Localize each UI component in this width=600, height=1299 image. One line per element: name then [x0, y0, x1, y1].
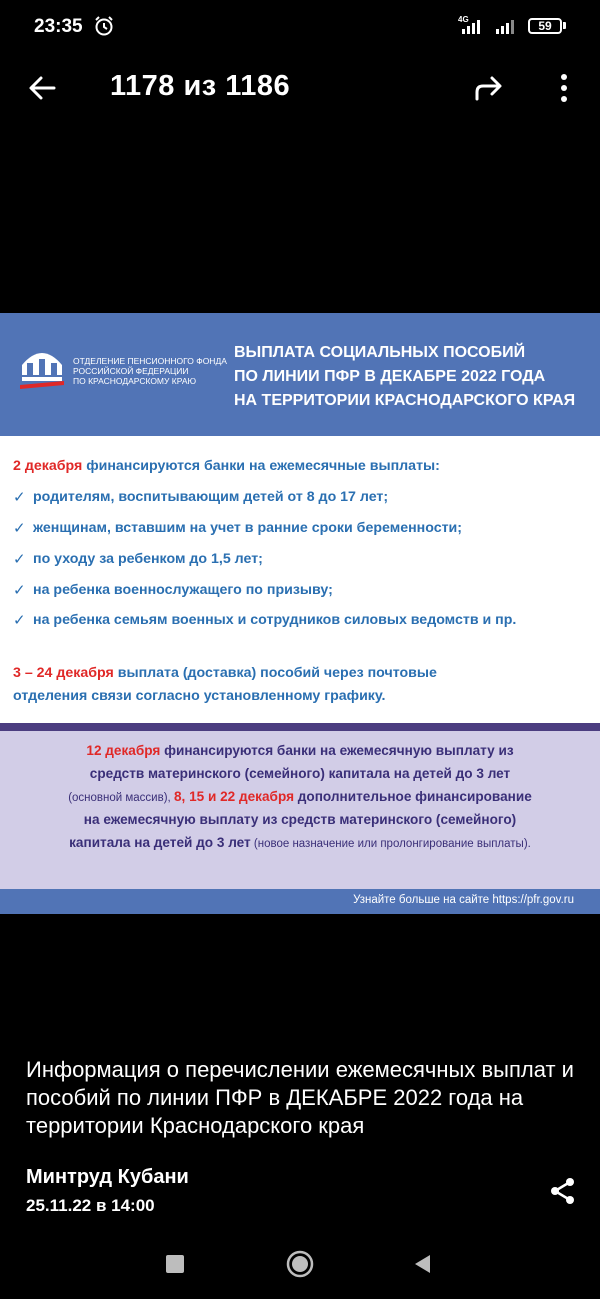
share-icon[interactable] [548, 1176, 578, 1206]
infographic-footer [0, 889, 600, 914]
check-icon: ✓ [13, 520, 26, 537]
check-icon: ✓ [13, 612, 26, 629]
block2-text: выплата (доставка) пособий через почтовые [113, 665, 437, 681]
block3-line1 [0, 743, 600, 758]
infographic-image[interactable] [0, 313, 600, 914]
home-icon[interactable] [286, 1250, 314, 1278]
recents-icon[interactable] [166, 1255, 184, 1273]
date-highlight: 12 декабря [86, 743, 161, 758]
block3-text: финансируются банки на ежемесячную выплату из [160, 743, 514, 758]
list-item: на ребенка семьям военных и сотрудников силовых ведомств и пр. [33, 612, 517, 628]
footer-link-text: Узнайте больше на сайте https://pfr.gov.ru [353, 894, 574, 906]
list-item: женщинам, вставшим на учет в ранние сроки беременности; [33, 520, 462, 536]
status-time: 23:35 [34, 16, 83, 37]
more-vert-icon[interactable] [553, 72, 575, 104]
post-date: 25.11.22 в 14:00 [26, 1196, 155, 1215]
share-icon[interactable] [473, 74, 505, 104]
block2-line2: отделения связи согласно установленному графику. [13, 688, 386, 704]
check-icon: ✓ [13, 582, 26, 599]
list-item: по уходу за ребенком до 1,5 лет; [33, 551, 263, 567]
payments-section [0, 436, 600, 723]
back-triangle-icon[interactable] [412, 1253, 432, 1275]
block3-text: капитала на детей до 3 лет [69, 835, 251, 850]
block3-line4: на ежемесячную выплату из средств материнского (семейного) [83, 812, 517, 827]
org-line: ПО КРАСНОДАРСКОМУ КРАЮ [73, 376, 197, 386]
block3-note: (основной массив), [68, 792, 174, 804]
date-highlight: 8, 15 и 22 декабря [173, 789, 295, 804]
title-line: НА ТЕРРИТОРИИ КРАСНОДАРСКОГО КРАЯ [234, 392, 576, 409]
signal-icon [456, 14, 522, 36]
block3-text: дополнительное финансирование [294, 789, 532, 804]
battery-tip [563, 22, 566, 29]
block1-heading [13, 458, 440, 474]
block3-note: (новое назначение или пролонгирование выплаты). [250, 838, 531, 850]
org-line: ОТДЕЛЕНИЕ ПЕНСИОННОГО ФОНДА [73, 356, 227, 366]
infographic-header [0, 313, 600, 436]
post-author[interactable]: Минтруд Кубани [26, 1166, 189, 1188]
matcapital-section [0, 731, 600, 889]
block2-line1 [13, 665, 437, 681]
battery-icon [528, 18, 562, 34]
pfr-logo [18, 345, 66, 395]
heading-text: финансируются банки на ежемесячные выплаты: [82, 458, 440, 474]
block3-line5 [0, 835, 600, 850]
status-bar [0, 0, 600, 56]
block3-line3 [0, 789, 600, 804]
date-highlight: 2 декабря [13, 458, 83, 474]
date-highlight: 3 – 24 декабря [13, 665, 114, 681]
post-caption: Информация о перечислении ежемесячных выплат и пособий по линии ПФР в ДЕКАБРЕ 2022 года на территории Краснодарского края [26, 1057, 574, 1138]
list-item: на ребенка военнослужащего по призыву; [33, 582, 333, 598]
list-item: родителям, воспитывающим детей от 8 до 17 лет; [33, 489, 389, 505]
divider [0, 723, 600, 731]
network-type: 4G [458, 15, 469, 24]
back-arrow-icon[interactable] [26, 72, 58, 104]
org-line: РОССИЙСКОЙ ФЕДЕРАЦИИ [73, 366, 189, 376]
check-icon: ✓ [13, 551, 26, 568]
infographic-title [234, 341, 575, 413]
block3-line2: средств материнского (семейного) капитала на детей до 3 лет [89, 766, 511, 781]
alarm-icon [93, 15, 115, 37]
title-line: ПО ЛИНИИ ПФР В ДЕКАБРЕ 2022 ГОДА [234, 368, 546, 385]
battery-level: 59 [538, 19, 552, 33]
check-icon: ✓ [13, 489, 26, 506]
title-line: ВЫПЛАТА СОЦИАЛЬНЫХ ПОСОБИЙ [234, 344, 526, 361]
org-name [73, 356, 227, 386]
image-counter: 1178 из 1186 [110, 70, 291, 102]
